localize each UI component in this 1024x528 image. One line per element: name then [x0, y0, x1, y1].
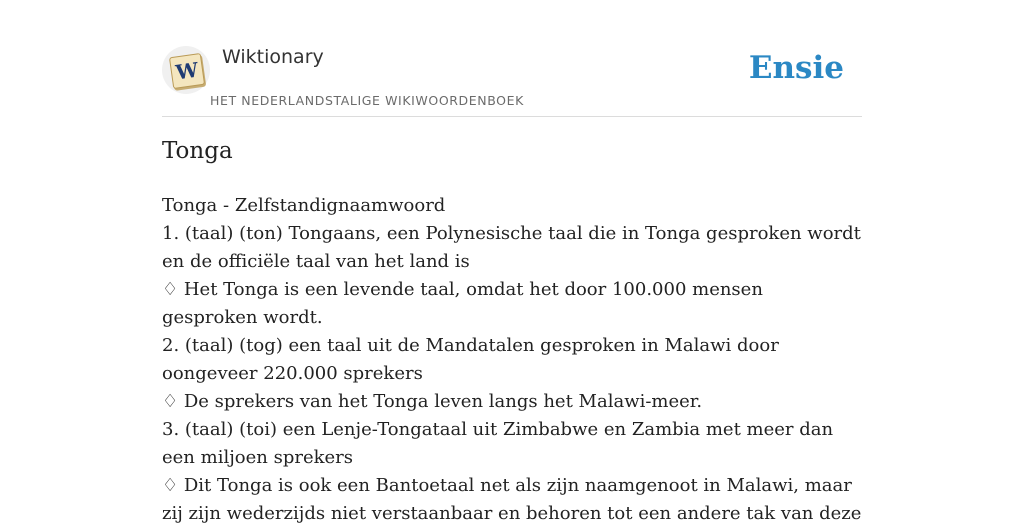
entry-line: 3. (taal) (toi) een Lenje-Tongataal uit Zimbabwe en Zambia met meer dan een miljoen sprekers — [162, 419, 834, 468]
logo-letter: W — [169, 53, 205, 89]
site-name-link[interactable]: Wiktionary — [222, 46, 324, 68]
entry-body — [162, 192, 862, 528]
entry-line: ♢ De sprekers van het Tonga leven langs het Malawi-meer. — [162, 391, 703, 412]
entry-line: 2. (taal) (tog) een taal uit de Mandatalen gesproken in Malawi door oongeveer 220.000 sprekers — [162, 335, 779, 384]
entry-title: Tonga — [162, 138, 233, 164]
entry-line: Tonga - Zelfstandignaamwoord — [162, 195, 446, 216]
entry-line: ♢ Dit Tonga is ook een Bantoetaal net als zijn naamgenoot in Malawi, maar zij zijn wederzijds niet verstaanbaar en behoren tot een andere tak van deze — [162, 475, 862, 524]
entry-line: 1. (taal) (ton) Tongaans, een Polynesische taal die in Tonga gesproken wordt en de officiële taal van het land is — [162, 223, 861, 272]
ensie-brand-link[interactable]: Ensie — [748, 50, 844, 86]
entry-line: ♢ Het Tonga is een levende taal, omdat het door 100.000 mensen gesproken wordt. — [162, 279, 763, 328]
site-tagline: HET NEDERLANDSTALIGE WIKIWOORDENBOEK — [210, 93, 524, 108]
wiktionary-logo-icon[interactable] — [162, 46, 210, 94]
site-header — [162, 0, 862, 117]
